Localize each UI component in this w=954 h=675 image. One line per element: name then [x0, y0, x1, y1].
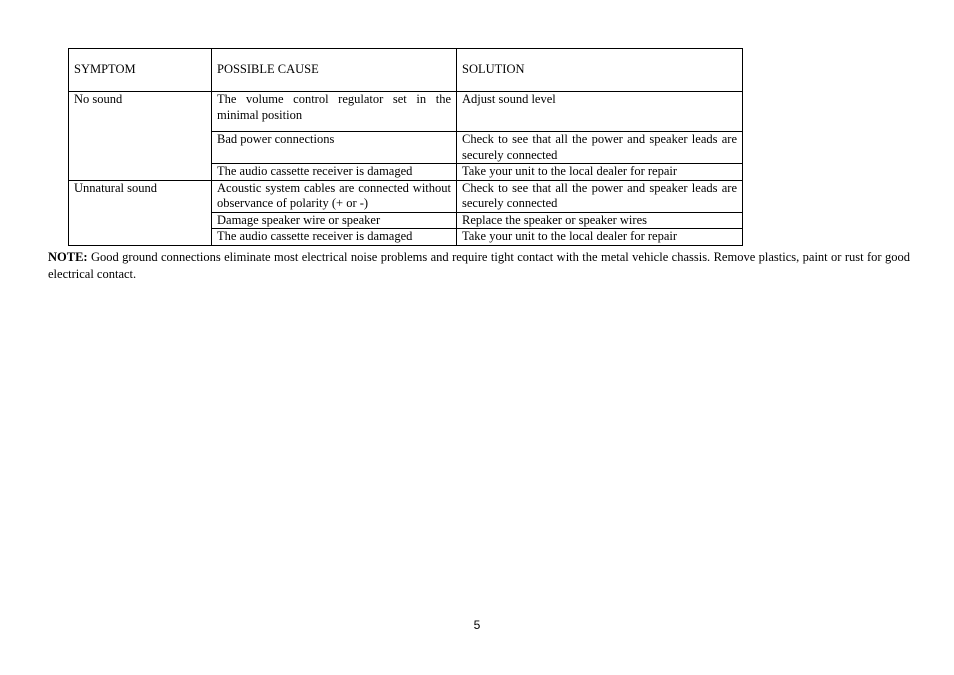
solution-cell: Take your unit to the local dealer for repair — [457, 229, 743, 246]
cause-cell: The audio cassette receiver is damaged — [212, 229, 457, 246]
cause-cell: The volume control regulator set in the minimal position — [212, 92, 457, 132]
solution-cell: Take your unit to the local dealer for repair — [457, 164, 743, 181]
table-row — [69, 92, 743, 132]
header-solution: SOLUTION — [457, 49, 743, 92]
page-number: 5 — [473, 618, 481, 632]
cause-cell: Damage speaker wire or speaker — [212, 212, 457, 229]
troubleshooting-table — [68, 48, 743, 246]
solution-cell: Check to see that all the power and speaker leads are securely connected — [457, 180, 743, 212]
note-paragraph — [48, 249, 910, 283]
table-header-row — [69, 49, 743, 92]
solution-cell: Replace the speaker or speaker wires — [457, 212, 743, 229]
cause-cell: Acoustic system cables are connected without observance of polarity (+ or -) — [212, 180, 457, 212]
cause-cell: Bad power connections — [212, 132, 457, 164]
solution-cell: Check to see that all the power and speaker leads are securely connected — [457, 132, 743, 164]
symptom-cell: No sound — [69, 92, 212, 181]
table-row — [69, 180, 743, 212]
solution-cell: Adjust sound level — [457, 92, 743, 132]
header-possible-cause: POSSIBLE CAUSE — [212, 49, 457, 92]
symptom-cell: Unnatural sound — [69, 180, 212, 245]
note-text: Good ground connections eliminate most electrical noise problems and require tight contact with the metal vehicle chassis. Remove plastics, paint or rust for good electrical contact. — [48, 250, 910, 281]
cause-cell: The audio cassette receiver is damaged — [212, 164, 457, 181]
note-label: NOTE: — [48, 250, 88, 264]
header-symptom: SYMPTOM — [69, 49, 212, 92]
